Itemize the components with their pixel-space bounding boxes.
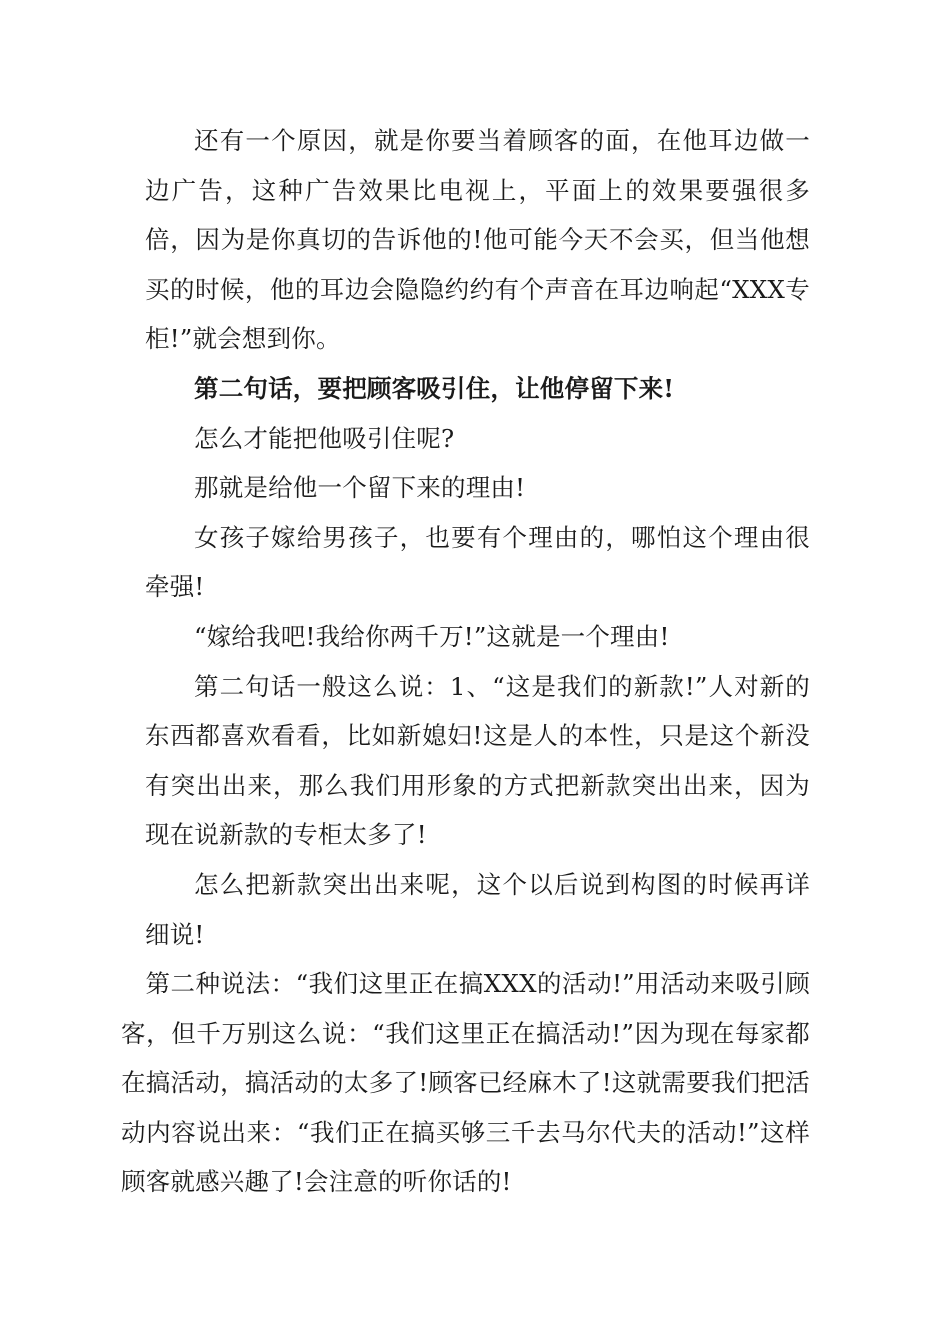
paragraph-new-style: 第二句话一般这么说：1、“这是我们的新款!”人对新的东西都喜欢看看，比如新媳妇!这是人的本性，只是这个新没有突出出来，那么我们用形象的方式把新款突出出来，因为现在说新款的专柜太多了!: [145, 671, 810, 850]
paragraph-quote: “嫁给我吧!我给你两千万!”这就是一个理由!: [194, 621, 670, 651]
paragraph-question: 怎么才能把他吸引住呢?: [194, 423, 455, 453]
document-body: [121, 116, 810, 1207]
paragraph-analogy: 女孩子嫁给男孩子，也要有个理由的，哪怕这个理由很牵强!: [145, 522, 810, 602]
paragraph-second-method: 第二种说法：“我们这里正在搞XXX的活动!”用活动来吸引顾客，但千万别这么说：“我们这里正在搞活动!”因为现在每家都在搞活动，搞活动的太多了!顾客已经麻木了!这就需要我们把活动内容说出来：“我们正在搞买够三千去马尔代夫的活动!”这样顾客就感兴趣了!会注意的听你话的!: [121, 969, 810, 1197]
paragraph-highlight-new: 怎么把新款突出出来呢，这个以后说到构图的时候再详细说!: [145, 869, 810, 949]
paragraph-answer: 那就是给他一个留下来的理由!: [194, 473, 526, 503]
section-heading-second-sentence: 第二句话，要把顾客吸引住，让他停留下来!: [194, 373, 675, 403]
paragraph-reason: 还有一个原因，就是你要当着顾客的面，在他耳边做一边广告，这种广告效果比电视上，平面上的效果要强很多倍，因为是你真切的告诉他的!他可能今天不会买，但当他想买的时候，他的耳边会隐隐约约有个声音在耳边响起“XXX专柜!”就会想到你。: [145, 126, 810, 354]
